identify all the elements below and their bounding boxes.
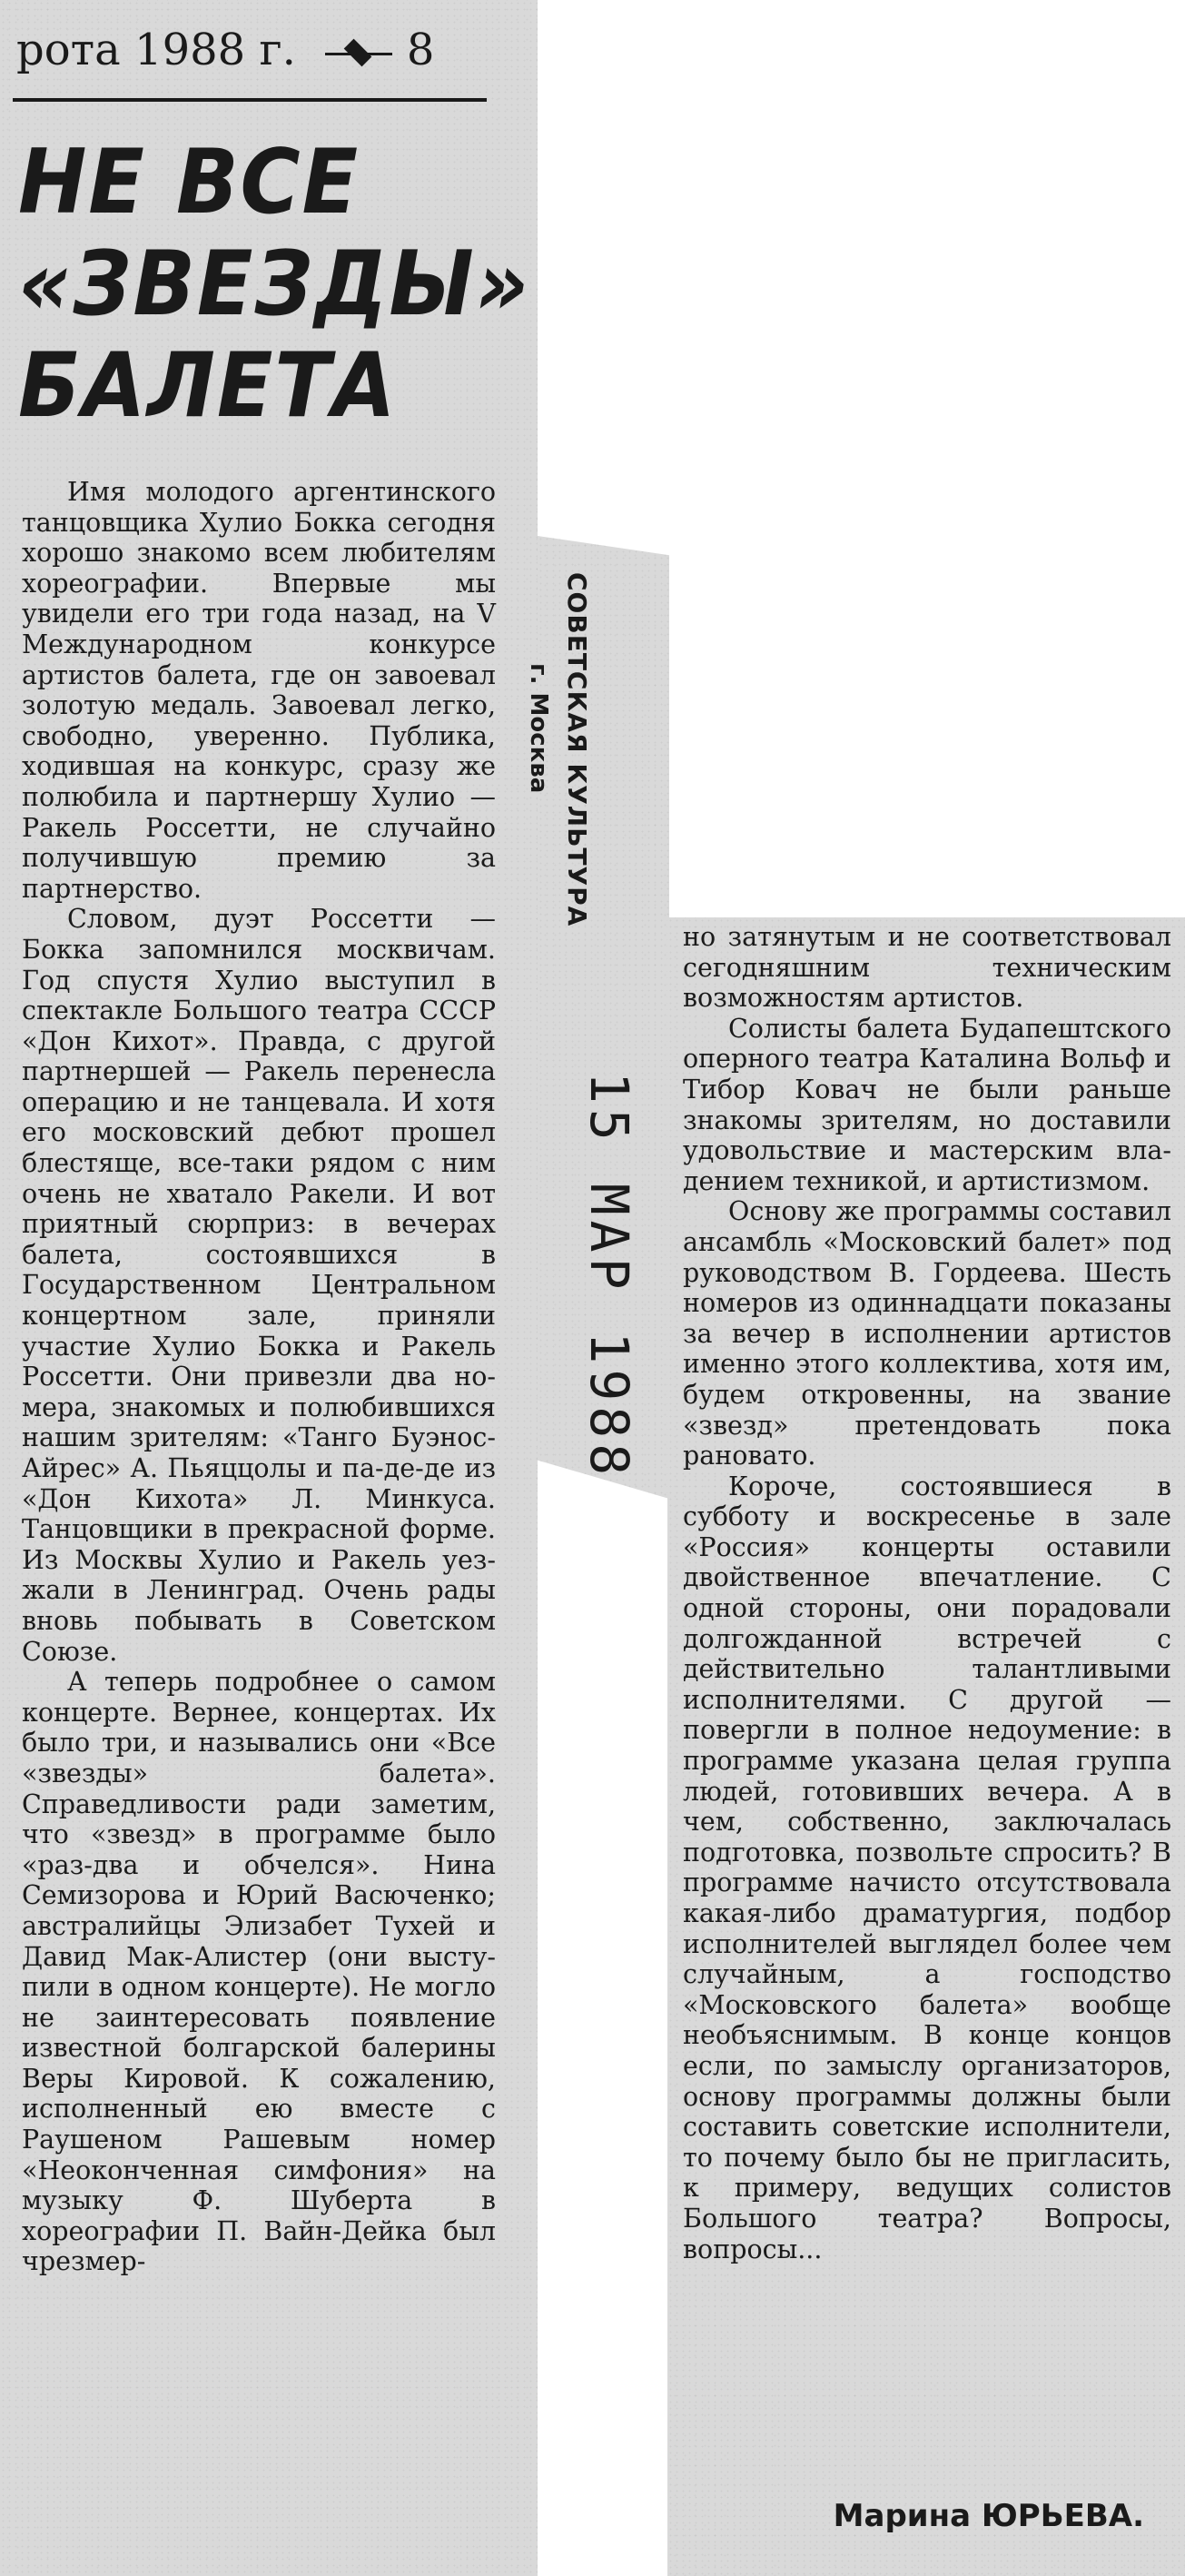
page-number: 8	[406, 25, 435, 75]
paragraph: А теперь подробнее о самом концерте. Вернее, концертах. Их было три, и назывались они «Все «звезды» балета». Справедливости ради заметим, что «звезд» в программе было «раз-два и обчелся». Нина Семизорова и Юрий Васюченко; австралийцы Элизабет Тухей и Давид Мак-Алистер (они выступили в одном концерте). Не могло не заинтересовать появление известной болгарской балерины Веры Кировой. К сожалению, исполненный ею вместе с Раушеном Рашевым номер «Неоконченная симфония» на музыку Ф. Шуберта в хореографии П. Вайн-Дейка был чрезмер-	[22, 1667, 496, 2277]
article-column-left	[22, 477, 496, 2277]
headline-line-1: НЕ ВСЕ	[18, 131, 360, 234]
diamond-rule-icon	[325, 44, 392, 64]
article-column-right	[683, 922, 1171, 2264]
paragraph: Словом, дуэт Россетти — Бокка запомнился москвичам. Год спустя Хулио выступил в спектакле Большого театра СССР «Дон Кихот». Правда, с другой партнершей — Ракель перенесла операцию и не танцевала. И хотя его московский дебют прошел блестяще, все-таки рядом с ним очень не хватало Ракели. И вот приятный сюрприз: в вечерах балета, состоявшихся в Государственном Центральном концертном зале, приняли участие Хулио Бокка и Ракель Россетти. Они привезли два номера, знакомых и полюбившихся нашим зрителям: «Танго Буэнос-Айрес» А. Пьяццолы и па-де-де из «Дон Кихота» Л. Минкуса. Танцовщики в прекрасной форме. Из Москвы Хулио и Ракель уезжали в Ленинград. Очень рады вновь побывать в Советском Союзе.	[22, 904, 496, 1667]
paragraph: Солисты балета Будапештского оперного театра Каталина Вольф и Тибор Ковач не были раньше знакомы зрителям, но доставили удовольствие и мастерским владением техникой, и артистизмом.	[683, 1013, 1171, 1196]
paragraph: но затянутым и не соответствовал сегодняшним техническим возможностям артистов.	[683, 922, 1171, 1014]
paragraph: Короче, состоявшиеся в субботу и воскресенье в зале «Россия» концерты оставили двойственное впечатление. С одной стороны, они порадовали долгожданной встречей с действительно талантливыми исполнителями. С другой — повергли в полное недоумение: в программе указана целая группа людей, готовивших вечера. А в чем, собственно, заключалась подготовка, позвольте спросить? В программе начисто отсутствовала какая-либо драматургия, подбор исполнителей выглядел более чем случайным, а господство «Московского балета» вообще необъяснимым. В конце концов если, по замыслу организаторов, основу программы должны были составить советские исполнители, то почему было бы не пригласить, к примеру, ведущих солистов Большого театра? Вопросы, вопросы...	[683, 1471, 1171, 2264]
stamp-newspaper-name: СОВЕТСКАЯ КУЛЬТУРА	[562, 572, 592, 927]
stamp-city: г. Москва	[525, 663, 552, 794]
headline-line-3: БАЛЕТА	[18, 334, 398, 438]
header-date: рота 1988 г.	[16, 25, 296, 75]
headline-line-2: «ЗВЕЗДЫ»	[18, 233, 531, 336]
author-signature: Марина ЮРЬЕВА.	[833, 2498, 1144, 2534]
header-rule	[13, 98, 487, 102]
newspaper-header	[16, 23, 489, 77]
paragraph: Имя молодого аргентинского танцовщика Хулио Бокка сегодня хорошо знакомо всем любителям хореографии. Впервые мы увидели его три года назад, на V Международном конкурсе артистов балета, где он завоевал золотую медаль. Завоевал легко, свободно, уверенно. Публика, ходившая на конкурс, сразу же полюбила и партнершу Хулио — Ракель Россетти, не случайно получившую премию за партнерство.	[22, 477, 496, 904]
article-headline	[18, 131, 531, 438]
stamp-date: 15 МАР 1988	[578, 1072, 640, 1481]
paragraph: Основу же программы составил ансамбль «Московский балет» под руководством В. Гордеева. Шесть номеров из одиннадцати показаны за вечер в исполнении артистов именно этого коллектива, хотя им, будем откровенны, на звание «звезд» претендовать пока рановато.	[683, 1196, 1171, 1471]
